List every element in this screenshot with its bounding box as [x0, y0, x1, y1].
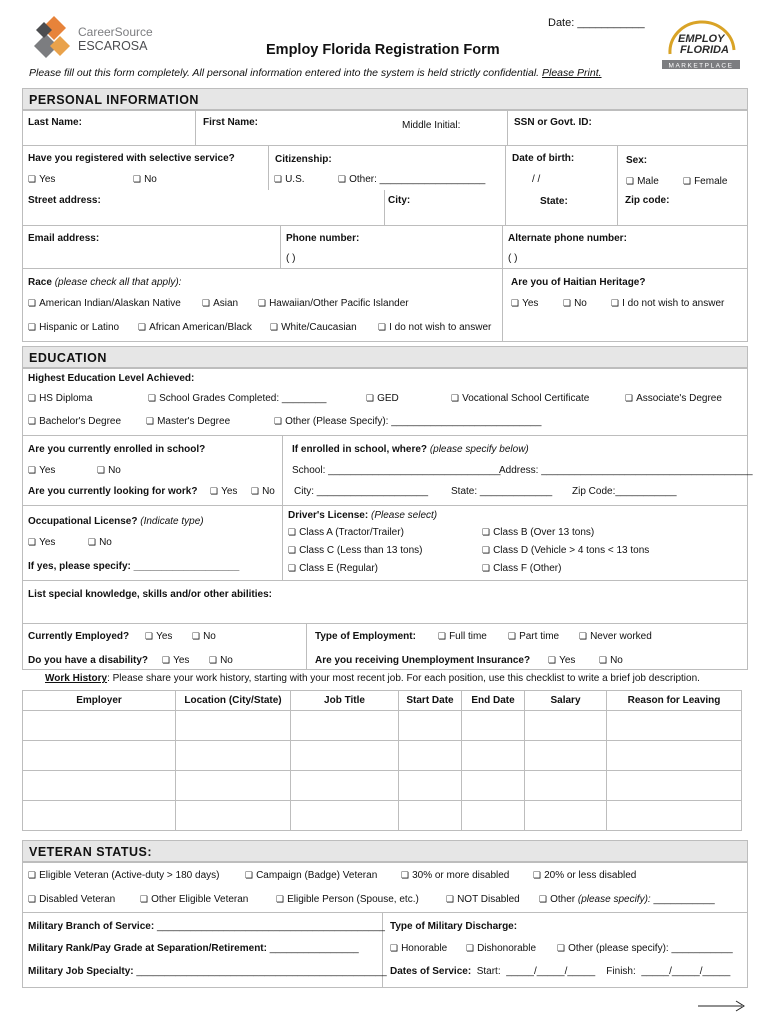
employment-part-time[interactable]: ❏ Part time [508, 631, 559, 642]
marketplace-logo-text: MARKETPLACE [668, 62, 734, 70]
military-rank-field[interactable]: Military Rank/Pay Grade at Separation/Retirement: ________________ [28, 943, 359, 954]
school-zip-field[interactable]: Zip Code:___________ [572, 486, 677, 497]
vet-other[interactable]: ❏ Other (please specify): ___________ [539, 894, 715, 905]
sex-female[interactable]: ❏ Female [683, 176, 727, 187]
vet-campaign[interactable]: ❏ Campaign (Badge) Veteran [245, 870, 377, 881]
edu-associates[interactable]: ❏ Associate's Degree [625, 393, 722, 404]
work-history-instructions: Work History: Please share your work history, starting with your most recent job. For each position, use this checklist to write a brief job description. [45, 673, 700, 684]
edu-bachelors[interactable]: ❏ Bachelor's Degree [28, 416, 121, 427]
table-row[interactable] [23, 771, 742, 801]
school-state-field[interactable]: State: _____________ [451, 486, 553, 497]
edu-school-grades[interactable]: ❏ School Grades Completed: ________ [148, 393, 326, 404]
florida-logo-text: FLORIDA [680, 44, 729, 56]
occ-license-yes[interactable]: ❏ Yes [28, 537, 55, 548]
school-field[interactable]: School: _______________________________ [292, 465, 501, 476]
employment-full-time[interactable]: ❏ Full time [438, 631, 487, 642]
haitian-no-answer[interactable]: ❏ I do not wish to answer [611, 298, 724, 309]
careersource-logo-text: CareerSource [78, 25, 153, 39]
haitian-label: Are you of Haitian Heritage? [511, 277, 646, 288]
haitian-yes[interactable]: ❏ Yes [511, 298, 538, 309]
employment-type-label: Type of Employment: [315, 631, 416, 642]
discharge-label: Type of Military Discharge: [390, 921, 518, 932]
vet-30-disabled[interactable]: ❏ 30% or more disabled [401, 870, 509, 881]
haitian-no[interactable]: ❏ No [563, 298, 587, 309]
employ-florida-logo [660, 18, 742, 70]
employed-yes[interactable]: ❏ Yes [145, 631, 172, 642]
middle-initial-label: Middle Initial: [402, 120, 461, 131]
license-class-a[interactable]: ❏ Class A (Tractor/Trailer) [288, 527, 404, 538]
vet-not-disabled[interactable]: ❏ NOT Disabled [446, 894, 520, 905]
last-name-label: Last Name: [28, 117, 82, 128]
col-employer: Employer [23, 691, 176, 711]
occ-license-specify[interactable]: If yes, please specify: ___________________ [28, 561, 240, 572]
col-location: Location (City/State) [176, 691, 291, 711]
race-asian[interactable]: ❏ Asian [202, 298, 238, 309]
race-hawaiian[interactable]: ❏ Hawaiian/Other Pacific Islander [258, 298, 409, 309]
citizenship-other[interactable]: ❏ Other: ___________________ [338, 174, 485, 185]
section-personal-information: PERSONAL INFORMATION [22, 88, 748, 110]
looking-for-work-label: Are you currently looking for work? [28, 486, 198, 497]
currently-employed-label: Currently Employed? [28, 631, 130, 642]
disability-yes[interactable]: ❏ Yes [162, 655, 189, 666]
sex-male[interactable]: ❏ Male [626, 176, 659, 187]
unemployment-label: Are you receiving Unemployment Insurance? [315, 655, 531, 666]
military-branch-field[interactable]: Military Branch of Service: _________________________________________ [28, 921, 385, 932]
skills-label: List special knowledge, skills and/or other abilities: [28, 589, 272, 600]
occ-license-no[interactable]: ❏ No [88, 537, 112, 548]
license-class-d[interactable]: ❏ Class D (Vehicle > 4 tons < 13 tons [482, 545, 649, 556]
enrolled-no[interactable]: ❏ No [97, 465, 121, 476]
sex-label: Sex: [626, 155, 648, 166]
city-label: City: [388, 195, 411, 206]
disability-label: Do you have a disability? [28, 655, 149, 666]
race-african-american[interactable]: ❏ African American/Black [138, 322, 252, 333]
escarosa-logo-text: ESCAROSA [78, 39, 148, 53]
drivers-license-label: Driver's License: (Please select) [288, 510, 438, 521]
license-class-e[interactable]: ❏ Class E (Regular) [288, 563, 378, 574]
ssn-label: SSN or Govt. ID: [514, 117, 592, 128]
edu-hs-diploma[interactable]: ❏ HS Diploma [28, 393, 92, 404]
disability-no[interactable]: ❏ No [209, 655, 233, 666]
section-education: EDUCATION [22, 346, 748, 368]
street-label: Street address: [28, 195, 101, 206]
dates-of-service[interactable]: Dates of Service: Start: _____/_____/_____ Finish: _____/_____/_____ [390, 966, 731, 977]
phone-field[interactable]: ( ) [286, 253, 296, 264]
military-specialty-field[interactable]: Military Job Specialty: _____________________________________________ [28, 966, 387, 977]
citizenship-label: Citizenship: [275, 154, 332, 165]
race-hispanic[interactable]: ❏ Hispanic or Latino [28, 322, 119, 333]
license-class-c[interactable]: ❏ Class C (Less than 13 tons) [288, 545, 422, 556]
form-instructions: Please fill out this form completely. All personal information entered into the system is held strictly confidential. Please Print. [29, 67, 602, 79]
discharge-honorable[interactable]: ❏ Honorable [390, 943, 447, 954]
section-veteran-status: VETERAN STATUS: [22, 840, 748, 862]
vet-eligible[interactable]: ❏ Eligible Veteran (Active-duty > 180 days) [28, 870, 219, 881]
employment-never-worked[interactable]: ❏ Never worked [579, 631, 652, 642]
school-city-field[interactable]: City: ____________________ [294, 486, 429, 497]
employed-no[interactable]: ❏ No [192, 631, 216, 642]
phone-label: Phone number: [286, 233, 360, 244]
vet-20-disabled[interactable]: ❏ 20% or less disabled [533, 870, 636, 881]
table-row[interactable] [23, 711, 742, 741]
col-job-title: Job Title [291, 691, 399, 711]
col-start-date: Start Date [399, 691, 462, 711]
table-row[interactable] [23, 801, 742, 831]
enrolled-where-label: If enrolled in school, where? (please specify below) [292, 444, 529, 455]
race-white[interactable]: ❏ White/Caucasian [270, 322, 357, 333]
enrolled-label: Are you currently enrolled in school? [28, 444, 206, 455]
next-page-arrow-icon [698, 1000, 746, 1012]
state-label: State: [540, 196, 568, 207]
alt-phone-field[interactable]: ( ) [508, 253, 518, 264]
unemployment-no[interactable]: ❏ No [599, 655, 623, 666]
looking-yes[interactable]: ❏ Yes [210, 486, 237, 497]
col-salary: Salary [525, 691, 607, 711]
date-field[interactable]: Date: ___________ [548, 17, 645, 29]
selective-service-yes[interactable]: ❏ Yes [28, 174, 55, 185]
edu-vocational[interactable]: ❏ Vocational School Certificate [451, 393, 589, 404]
unemployment-yes[interactable]: ❏ Yes [548, 655, 575, 666]
edu-masters[interactable]: ❏ Master's Degree [146, 416, 230, 427]
employ-logo-text: EMPLOY [678, 33, 725, 45]
school-address-field[interactable]: Address: ______________________________________ [499, 465, 753, 476]
col-reason-for-leaving: Reason for Leaving [607, 691, 742, 711]
selective-service-label: Have you registered with selective service? [28, 153, 235, 164]
looking-no[interactable]: ❏ No [251, 486, 275, 497]
race-label: Race (please check all that apply): [28, 277, 182, 288]
edu-ged[interactable]: ❏ GED [366, 393, 399, 404]
enrolled-yes[interactable]: ❏ Yes [28, 465, 55, 476]
race-no-answer[interactable]: ❏ I do not wish to answer [378, 322, 491, 333]
vet-eligible-person[interactable]: ❏ Eligible Person (Spouse, etc.) [276, 894, 419, 905]
edu-other[interactable]: ❏ Other (Please Specify): ___________________________ [274, 416, 541, 427]
discharge-dishonorable[interactable]: ❏ Dishonorable [466, 943, 536, 954]
occupational-license-label: Occupational License? (Indicate type) [28, 516, 204, 527]
col-end-date: End Date [462, 691, 525, 711]
email-label: Email address: [28, 233, 100, 244]
dob-field[interactable]: / / [532, 174, 541, 185]
careersource-logo [32, 14, 162, 62]
license-class-f[interactable]: ❏ Class F (Other) [482, 563, 561, 574]
race-american-indian[interactable]: ❏ American Indian/Alaskan Native [28, 298, 181, 309]
highest-education-label: Highest Education Level Achieved: [28, 373, 195, 384]
alt-phone-label: Alternate phone number: [508, 233, 627, 244]
table-row[interactable] [23, 741, 742, 771]
vet-disabled[interactable]: ❏ Disabled Veteran [28, 894, 115, 905]
selective-service-no[interactable]: ❏ No [133, 174, 157, 185]
dob-label: Date of birth: [512, 153, 575, 164]
license-class-b[interactable]: ❏ Class B (Over 13 tons) [482, 527, 594, 538]
page-title: Employ Florida Registration Form [266, 42, 500, 58]
work-history-table [22, 690, 742, 831]
first-name-label: First Name: [203, 117, 259, 128]
discharge-other[interactable]: ❏ Other (please specify): ___________ [557, 943, 733, 954]
zip-label: Zip code: [625, 195, 670, 206]
citizenship-us[interactable]: ❏ U.S. [274, 174, 305, 185]
vet-other-eligible[interactable]: ❏ Other Eligible Veteran [140, 894, 248, 905]
